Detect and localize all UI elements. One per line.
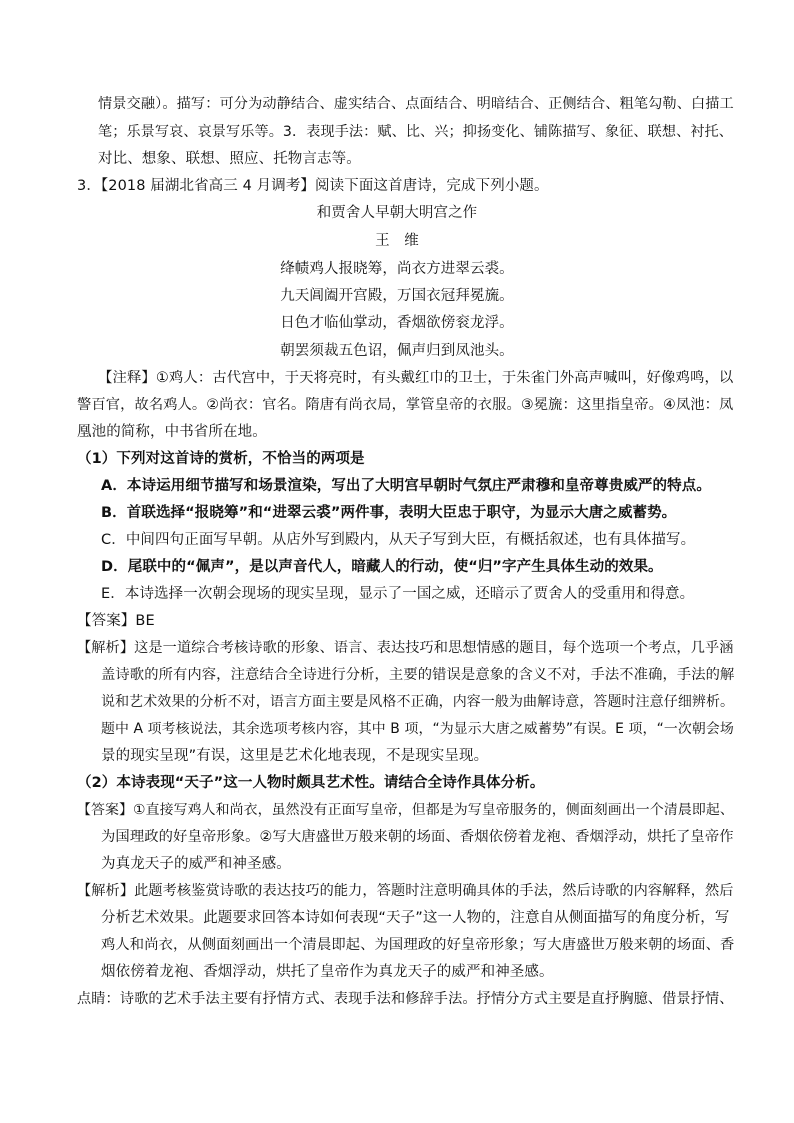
sub1-option-c: C．中间四句正面写早朝。从店外写到殿内，从天子写到大臣，有概括叙述，也有具体描写。 [101,532,696,548]
sub2-answer-3: 为真龙天子的威严和神圣感。 [101,856,291,872]
poem-author: 王 维 [375,233,419,249]
question-header: 3．【2018 届湖北省高三 4 月调考】阅读下面这首唐诗，完成下列小题。 [77,178,549,194]
sub1-stem: （1）下列对这首诗的赏析，不恰当的两项是 [77,451,365,467]
sub1-option-a: A．本诗运用细节描写和场景渲染，写出了大明宫早朝时气氛庄严肃穆和皇帝尊贵威严的特点。 [101,478,711,494]
poem-line-2: 九天阊阖开宫殿，万国衣冠拜冕旒。 [280,288,514,304]
sub1-option-d: D．尾联中的“佩声”，是以声音代人，暗藏人的行动，使“归”字产生具体生动的效果。 [101,559,663,575]
sub1-analysis-5: 景的现实呈现”有误，这里是艺术化地表现，不是现实呈现。 [101,748,489,764]
intro-line-2: 笔；乐景写哀、哀景写乐等。3．表现手法：赋、比、兴；抑扬变化、铺陈描写、象征、联想、衬托、 [98,124,733,140]
sub2-analysis-1: 【解析】此题考核鉴赏诗歌的表达技巧的能力，答题时注意明确具体的手法，然后诗歌的内容解释，然后 [77,883,734,899]
sub1-analysis-3: 说和艺术效果的分析不对，语言方面主要是风格不正确，内容一般为曲解诗意，答题时注意仔细辨析。 [101,694,735,710]
notes-line-1: 【注释】①鸡人：古代宫中，于天将亮时，有头戴红巾的卫士，于朱雀门外高声喊叫，好像鸡鸣，以 [98,370,734,386]
sub1-analysis-2: 盖诗歌的所有内容，注意结合全诗进行分析，主要的错误是意象的含义不对，手法不准确，手法的解 [101,667,735,683]
sub2-analysis-4: 烟依傍着龙袍、香烟浮动，烘托了皇帝作为真龙天子的威严和神圣感。 [101,964,554,980]
sub2-answer-2: 为国理政的好皇帝形象。②写大唐盛世万般来朝的场面、香烟依傍着龙袍、香烟浮动，烘托了皇帝作 [101,829,734,845]
intro-line-1: 情景交融）。描写：可分为动静结合、虚实结合、点面结合、明暗结合、正侧结合、粗笔勾勒、白描工 [98,96,734,112]
poem-line-4: 朝罢须裁五色诏，佩声归到凤池头。 [280,343,514,359]
sub1-option-b: B．首联选择“报晓筹”和“进翠云裘”两件事，表明大臣忠于职守，为显示大唐之威蓄势。 [101,505,677,521]
sub2-analysis-2: 分析艺术效果。此题要求回答本诗如何表现“天子”这一人物的，注意自从侧面描写的角度分析，写 [101,910,730,926]
intro-line-3: 对比、想象、联想、照应、托物言志等。 [98,151,361,167]
sub1-analysis-4: 题中 A 项考核说法，其余选项考核内容，其中 B 项，“为显示大唐之威蓄势”有误。E 项，“一次朝会场 [101,721,734,737]
sub1-analysis-1: 【解析】这是一道综合考核诗歌的形象、语言、表达技巧和思想情感的题目，每个选项一个考点，几乎涵 [77,640,734,656]
notes-line-2: 警百官，故名鸡人。②尚衣：官名。隋唐有尚衣局，掌管皇帝的衣服。③冕旒：这里指皇帝。④凤池：凤 [77,397,734,413]
notes-line-3: 凰池的简称，中书省所在地。 [77,424,267,440]
sub2-analysis-3: 鸡人和尚衣，从侧面刻画出一个清晨即起、为国理政的好皇帝形象；写大唐盛世万般来朝的场面、香 [101,937,735,953]
poem-line-3: 日色才临仙掌动，香烟欲傍衮龙浮。 [280,315,514,331]
sub1-answer: 【答案】BE [77,613,155,629]
tip-line: 点睛：诗歌的艺术手法主要有抒情方式、表现手法和修辞手法。抒情分方式主要是直抒胸臆、借景抒情、 [77,991,734,1007]
sub2-stem: （2）本诗表现“天子”这一人物时颇具艺术性。请结合全诗作具体分析。 [77,775,545,791]
sub1-option-e: E．本诗选择一次朝会现场的现实呈现，显示了一国之威，还暗示了贾舍人的受重用和得意。 [101,586,695,602]
poem-line-1: 绛帻鸡人报晓筹，尚衣方进翠云裘。 [280,261,514,277]
sub2-answer-1: 【答案】①直接写鸡人和尚衣，虽然没有正面写皇帝，但都是为写皇帝服务的，侧面刻画出一个清晨即起、 [77,802,734,818]
poem-title: 和贾舍人早朝大明宫之作 [316,205,478,221]
